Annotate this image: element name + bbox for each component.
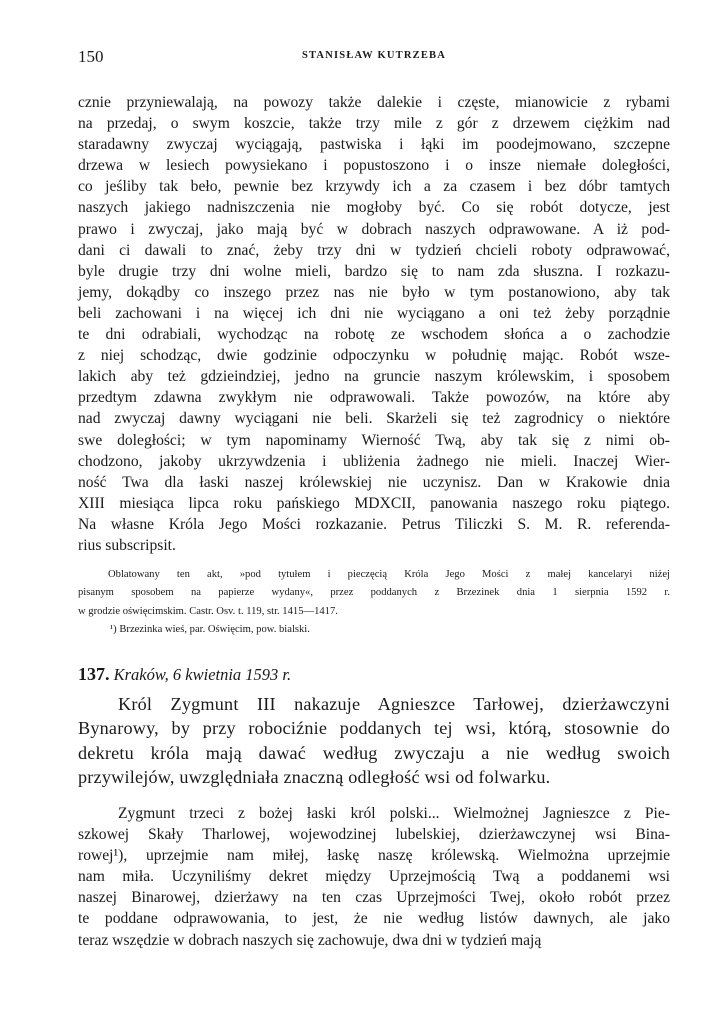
text-line: Oblatowany ten akt, »pod tytułem i pieczęcią Króla Jego Mości z małej kancelaryi niżej [108, 569, 670, 580]
document-place-date: Kraków, 6 kwietnia 1593 r. [113, 665, 292, 684]
text-line: byle drugie trzy dni wolne mieli, bardzo się to nam zda słuszna. I rozkazu- [78, 262, 670, 280]
text-line: na przedaj, o swym koszcie, także trzy mile z gór z drzewem ciężkim nad [78, 115, 670, 133]
text-line: Bynarowy, by przy robociźnie poddanych tej wsi, którą, stosownie do [78, 718, 670, 739]
text-line: prawo i zwyczaj, jako mają być w dobrach naszych odprawowane. A iż pod- [78, 220, 670, 238]
document-heading [78, 664, 291, 685]
document-number: 137. [78, 664, 110, 684]
text-line: dani ci dawali to znać, żeby trzy dni w tydzień chcieli roboty odprawować, [78, 241, 670, 259]
running-title: STANISŁAW KUTRZEBA [301, 50, 447, 61]
text-line: pisanym sposobem na papierze wydany«, przez poddanych z Brzezinek dnia 1 sierpnia 1592 r. [78, 587, 670, 599]
text-line: Na własne Króla Jego Mości rozkazanie. Petrus Tiliczki S. M. R. referenda- [78, 515, 670, 533]
text-line: nad zwyczaj dawny wyciągani nie beli. Skarżeli się też zagrodnicy o niektóre [78, 410, 670, 428]
text-line: przedtym zdawna zwykłym nie odprawowali. Także powozów, na które aby [78, 389, 670, 407]
text-line: w grodzie oświęcimskim. Castr. Osv. t. 119, str. 1415—1417. [78, 605, 338, 617]
text-line: staradawny zwyczaj wyciągają, pastwiska i łąki im poodejmowano, szczepne [78, 136, 670, 154]
text-line: szkowej Skały Tharlowej, wojewodzinej lubelskiej, dzierżawczynej wsi Bina- [78, 826, 670, 844]
text-line: naszej Binarowej, dzierżawy na ten czas Uprzejmości Twej, około robót przez [78, 889, 670, 907]
page-number: 150 [78, 47, 104, 66]
text-line: z niej schodząc, dwie godzinie odpoczynku w południę mając. Robót wsze- [78, 347, 670, 365]
footnote [110, 621, 670, 639]
document-body [78, 803, 670, 951]
text-line: cznie przyniewalają, na powozy także dalekie i częste, mianowicie z rybami [78, 94, 670, 111]
text-line: dekretu króla mają dawać według zwyczaju a nie według swoich [78, 742, 670, 763]
text-line: teraz wszędzie w dobrach naszych się zachowuje, dwa dni w tydzień mają [78, 931, 542, 949]
document-summary [78, 692, 670, 789]
text-line: jemy, dokądby co inszego przez nas nie było w tym postanowiono, aby tak [78, 283, 670, 301]
text-line: rowej¹), uprzejmie nam miłej, łaskę naszę królewską. Wielmożna uprzejmie [78, 847, 670, 865]
text-line: lakich aby też gdzieindziej, jedno na gruncie naszym królewskim, i sposobem [78, 368, 670, 386]
text-line: te poddane odprawowania, to jest, że nie według listów dawnych, ale jako [78, 910, 670, 928]
text-line: XIII miesiąca lipca roku pańskiego MDXCII, panowania naszego roku piątego. [78, 494, 670, 512]
text-line: beli zachowani i na więcej ich dni nie wyciągano a oni też żeby porządnie [78, 304, 670, 322]
text-line: swe doległości; w tym napominamy Wierność Twą, aby tak się z nimi ob- [78, 431, 670, 449]
text-line: Zygmunt trzeci z bożej łaski król polski... Wielmożnej Jagnieszce z Pie- [118, 805, 670, 822]
text-line: rius subscripsit. [78, 536, 176, 554]
text-line: naszych jakiego nadniszczenia nie mogłoby być. Co się robót dotycze, jest [78, 199, 670, 217]
body-paragraph-continued [78, 92, 670, 556]
editorial-note [78, 566, 670, 621]
text-line: co jeśliby tak beło, pewnie bez krzywdy ich a za czasem i bez dóbr tamtych [78, 178, 670, 196]
text-line: nam miła. Uczyniliśmy dekret między Uprzejmością Twą a poddanemi wsi [78, 868, 670, 886]
footnote-text: ¹) Brzezinka wieś, par. Oświęcim, pow. bialski. [110, 624, 310, 635]
text-line: te dni odrabiali, wychodząc na robotę ze wschodem słońca a o zachodzie [78, 326, 670, 344]
text-line: ność Twa dla łaski naszej królewskiej nie uczynisz. Dan w Krakowie dnia [78, 473, 670, 491]
text-line: Król Zygmunt III nakazuje Agnieszce Tarłowej, dzierżawczyni [118, 694, 670, 714]
text-line: przywilejów, uwzględniała znaczną odległość wsi od folwarku. [78, 766, 551, 787]
text-line: chodzono, jakoby ukrzywdzenia i ubliżenia żadnego nie mieli. Inaczej Wier- [78, 452, 670, 470]
page-header [78, 47, 670, 69]
text-line: drzewa w lesiech powysiekano i popustoszono i o insze niemałe doległości, [78, 157, 670, 175]
